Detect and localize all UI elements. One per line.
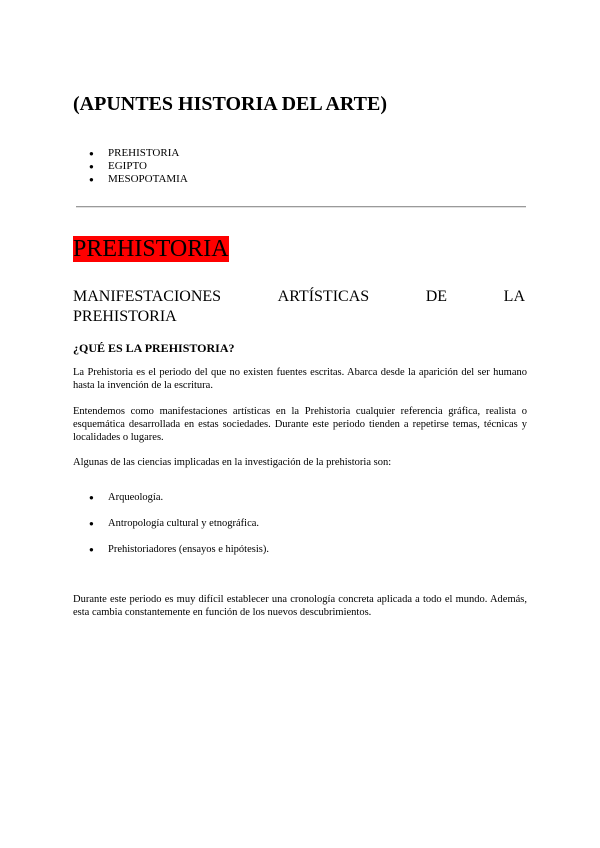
toc-item-mesopotamia[interactable]: ● MESOPOTAMIA	[73, 173, 188, 186]
section-heading-highlight: PREHISTORIA	[73, 236, 229, 262]
subheading	[73, 287, 525, 327]
question-heading: ¿QUÉ ES LA PREHISTORIA?	[73, 341, 235, 355]
toc-item-prehistoria[interactable]: ● PREHISTORIA	[73, 147, 188, 160]
paragraph-chronology: Durante este periodo es muy difícil establecer una cronología concreta aplicada a todo el mundo. Además, esta cambia constantemente en función de los nuevos descubrimientos.	[73, 594, 527, 618]
document-title: (APUNTES HISTORIA DEL ARTE)	[73, 93, 388, 115]
paragraph-sciences-intro: Algunas de las ciencias implicadas en la investigación de la prehistoria son:	[73, 457, 392, 468]
list-item: ● Prehistoriadores (ensayos e hipótesis).	[73, 543, 269, 556]
subheading-line-1	[73, 287, 525, 307]
subheading-word: ARTÍSTICAS	[277, 288, 370, 305]
horizontal-divider	[76, 206, 526, 208]
list-item: ● Arqueología.	[73, 491, 269, 504]
list-item: ● Antropología cultural y etnográfica.	[73, 517, 269, 530]
subheading-word: LA	[503, 288, 525, 305]
paragraph-manifestations: Entendemos como manifestaciones artísticas en la Prehistoria cualquier referencia gráfica, realista o esquemática desarrollada en estas sociedades. Durante este periodo tienden a repetirse temas, técnicas y localidades o lugares.	[73, 406, 527, 443]
toc-item-egipto[interactable]: ● EGIPTO	[73, 160, 188, 173]
table-of-contents	[73, 147, 188, 186]
subheading-line-2: PREHISTORIA	[73, 308, 177, 325]
subheading-word: MANIFESTACIONES	[73, 288, 222, 305]
subheading-word: DE	[425, 288, 448, 305]
paragraph-definition: La Prehistoria es el periodo del que no existen fuentes escritas. Abarca desde la aparición del ser humano hasta la invención de la escritura.	[73, 367, 527, 391]
sciences-list	[73, 491, 269, 569]
section-heading	[73, 234, 231, 264]
